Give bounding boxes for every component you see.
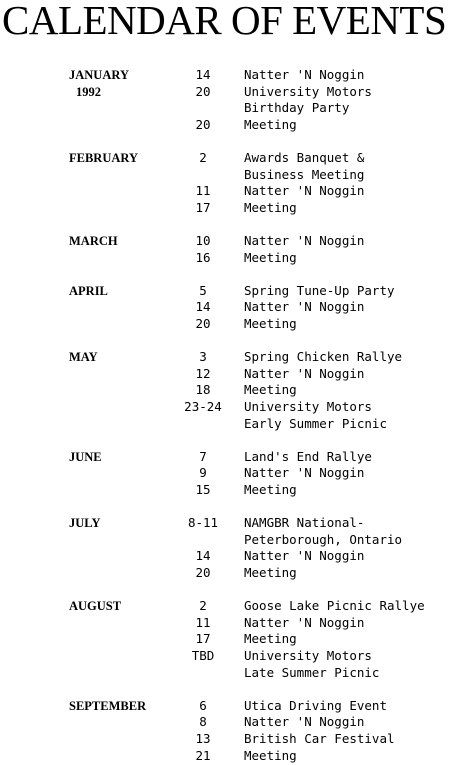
event-name: Natter 'N Noggin — [244, 548, 365, 564]
event-row — [0, 150, 475, 167]
event-name: Late Summer Picnic — [244, 664, 380, 680]
event-name: Birthday Party — [244, 100, 350, 116]
event-name: Meeting — [244, 565, 297, 580]
event-date: 5 — [199, 282, 207, 298]
event-row — [0, 565, 475, 582]
year-label: 1992 — [76, 84, 101, 99]
event-date: 20 — [195, 83, 211, 99]
event-date: TBD — [191, 648, 215, 663]
month-label: MAY — [69, 350, 98, 365]
month-label: MARCH — [69, 234, 118, 248]
event-row — [0, 548, 475, 565]
event-row — [0, 731, 475, 748]
month-label: APRIL — [69, 283, 108, 298]
page-title: CALENDAR OF EVENTS — [2, 0, 447, 43]
event-name: Spring Chicken Rallye — [244, 349, 403, 365]
event-date: 3 — [199, 349, 207, 365]
event-name: NAMGBR National- — [244, 515, 365, 531]
event-name: Land's End Rallye — [244, 448, 372, 464]
event-row — [0, 117, 475, 134]
event-name: Meeting — [244, 116, 297, 132]
event-date: 20 — [195, 565, 211, 580]
event-row — [0, 714, 475, 731]
event-date: 2 — [199, 598, 207, 614]
event-name: Natter 'N Noggin — [244, 614, 365, 630]
event-date: 10 — [195, 233, 211, 248]
event-date: 8-11 — [187, 515, 219, 531]
event-row — [0, 615, 475, 632]
event-name: Goose Lake Picnic Rallye — [244, 598, 425, 614]
event-row — [0, 167, 475, 184]
month-label: JANUARY — [69, 68, 129, 82]
event-name: British Car Festival — [244, 731, 395, 746]
event-row — [0, 665, 475, 682]
event-row — [0, 366, 475, 383]
event-name: Meeting — [244, 482, 297, 497]
event-date: 11 — [195, 614, 211, 630]
event-row — [0, 449, 475, 466]
event-row — [0, 283, 475, 300]
event-date: 12 — [195, 365, 211, 381]
event-date: 11 — [195, 183, 211, 199]
event-row — [0, 748, 475, 765]
event-date: 23-24 — [184, 399, 222, 414]
event-name: Meeting — [244, 747, 297, 763]
event-row — [0, 532, 475, 549]
event-row — [0, 100, 475, 117]
event-row — [0, 183, 475, 200]
event-row — [0, 200, 475, 217]
event-date: 13 — [195, 731, 211, 746]
event-row — [0, 515, 475, 532]
event-date: 20 — [195, 316, 211, 331]
event-row — [0, 299, 475, 316]
event-name: University Motors — [244, 399, 372, 414]
month-label: JULY — [69, 516, 101, 531]
event-date: 20 — [195, 116, 211, 132]
event-date: 8 — [199, 714, 207, 730]
event-row — [0, 349, 475, 366]
event-name: Meeting — [244, 199, 297, 215]
event-date: 14 — [195, 548, 211, 564]
event-name: Natter 'N Noggin — [244, 183, 365, 199]
event-row — [0, 465, 475, 482]
event-date: 21 — [195, 747, 211, 763]
event-row — [0, 698, 475, 715]
event-date: 17 — [195, 631, 211, 647]
event-date: 18 — [195, 382, 211, 398]
event-row — [0, 233, 475, 250]
event-name: Meeting — [244, 316, 297, 331]
event-row — [0, 67, 475, 84]
event-name: Spring Tune-Up Party — [244, 282, 395, 298]
event-name: Utica Driving Event — [244, 697, 387, 713]
event-name: Natter 'N Noggin — [244, 465, 365, 481]
event-row — [0, 598, 475, 615]
event-name: Natter 'N Noggin — [244, 714, 365, 730]
event-row — [0, 631, 475, 648]
month-label: SEPTEMBER — [69, 698, 147, 713]
event-date: 14 — [195, 299, 211, 315]
event-row — [0, 416, 475, 433]
month-label: FEBRUARY — [69, 151, 139, 165]
event-date: 7 — [199, 448, 207, 464]
event-date: 16 — [195, 249, 211, 265]
month-label: JUNE — [69, 449, 102, 464]
event-row — [0, 648, 475, 665]
event-name: Natter 'N Noggin — [244, 233, 365, 248]
event-name: Awards Banquet & — [244, 150, 365, 165]
event-date: 14 — [195, 67, 211, 82]
event-row — [0, 316, 475, 333]
event-name: Early Summer Picnic — [244, 415, 387, 431]
event-name: University Motors — [244, 648, 372, 663]
event-date: 17 — [195, 199, 211, 215]
month-label: AUGUST — [69, 599, 122, 614]
event-name: Natter 'N Noggin — [244, 67, 365, 82]
event-date: 2 — [199, 150, 207, 165]
event-date: 6 — [199, 697, 207, 713]
event-name: University Motors — [244, 83, 372, 99]
event-row — [0, 382, 475, 399]
event-name: Meeting — [244, 249, 297, 265]
event-name: Business Meeting — [244, 166, 365, 182]
event-name: Meeting — [244, 631, 297, 647]
event-name: Natter 'N Noggin — [244, 299, 365, 315]
event-name: Peterborough, Ontario — [244, 531, 403, 547]
event-row — [0, 250, 475, 267]
event-date: 9 — [199, 465, 207, 481]
event-name: Meeting — [244, 382, 297, 398]
event-row — [0, 399, 475, 416]
event-row — [0, 482, 475, 499]
event-date: 15 — [195, 482, 211, 497]
event-name: Natter 'N Noggin — [244, 365, 365, 381]
event-row — [0, 84, 475, 101]
